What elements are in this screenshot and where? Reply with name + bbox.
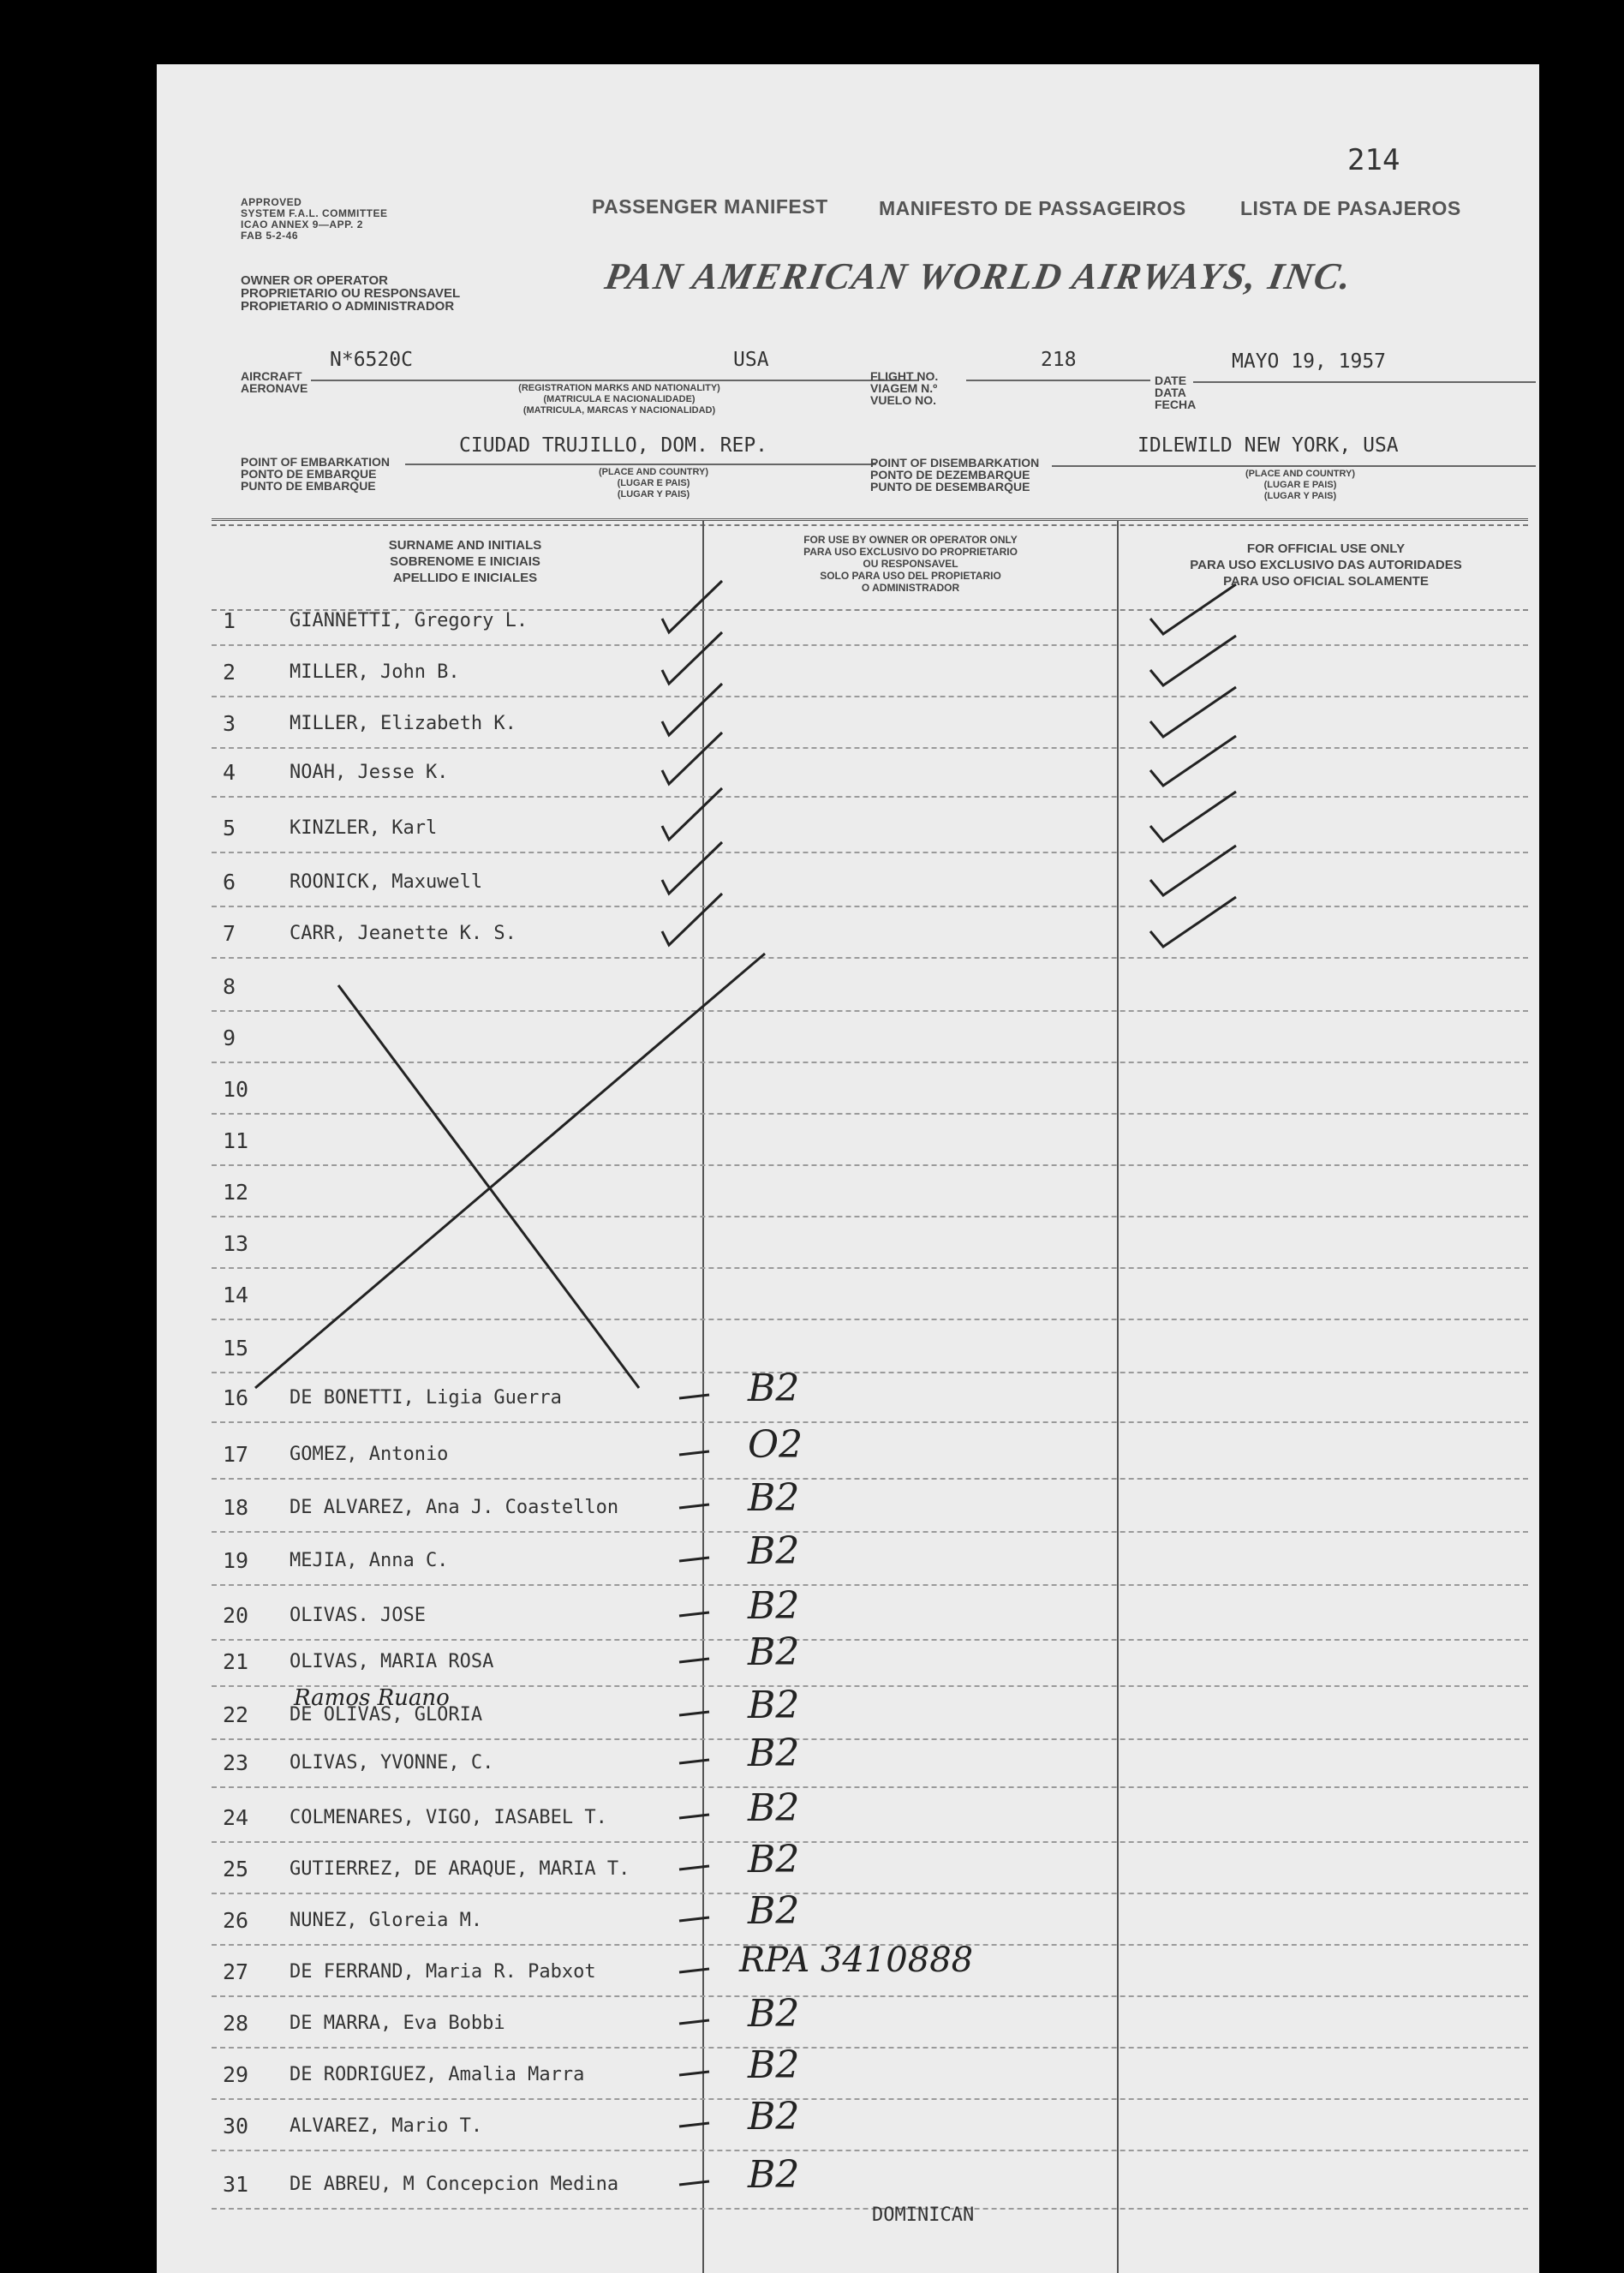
row-number: 23 (223, 1750, 249, 1775)
page-number: 214 (1347, 143, 1400, 177)
passenger-name: CARR, Jeanette K. S. (290, 923, 516, 944)
dash-mark (679, 1395, 709, 1398)
disembarkation-sublabel-line: (LUGAR E PAIS) (1263, 480, 1337, 490)
check-mark (1150, 846, 1236, 895)
embarkation-sublabel-line: (PLACE AND COUNTRY) (598, 467, 709, 477)
disembarkation-label-line: POINT OF DISEMBARKATION (870, 456, 1040, 470)
owner-label-line: OWNER OR OPERATOR (241, 273, 388, 288)
approval-line: ICAO ANNEX 9—APP. 2 (241, 218, 363, 230)
dash-mark (679, 2181, 709, 2185)
column-header-name-line: SURNAME AND INITIALS (388, 538, 542, 553)
row-number: 17 (223, 1442, 249, 1467)
dash-mark (679, 1558, 709, 1561)
checkmarks-operator-column (662, 581, 722, 945)
operator-note: B2 (748, 1584, 800, 1628)
operator-note: B2 (748, 1992, 800, 2036)
check-mark (662, 684, 722, 735)
embarkation-label-line: PUNTO DE EMBARQUE (241, 479, 376, 493)
passenger-name: DE OLIVAS, GLORIA (290, 1704, 483, 1726)
passenger-name: DE BONETTI, Ligia Guerra (290, 1387, 562, 1409)
dash-mark (679, 1659, 709, 1662)
handwriting-overlay (157, 64, 1539, 2273)
operator-note: B2 (748, 2153, 800, 2197)
row-number: 26 (223, 1908, 249, 1933)
row-number: 15 (223, 1336, 249, 1361)
passenger-name: GUTIERREZ, DE ARAQUE, MARIA T. (290, 1858, 630, 1880)
row-number: 19 (223, 1548, 249, 1573)
approval-line: SYSTEM F.A.L. COMMITTEE (241, 207, 388, 219)
aircraft-nationality: USA (733, 349, 769, 371)
dash-mark (679, 1969, 709, 1972)
column-header-official-line: PARA USO EXCLUSIVO DAS AUTORIDADES (1190, 558, 1462, 572)
row-number: 27 (223, 1959, 249, 1984)
passenger-name: GIANNETTI, Gregory L. (290, 610, 528, 631)
column-header-operator-line: OU RESPONSAVEL (863, 558, 958, 570)
passenger-name: ROONICK, Maxuwell (290, 871, 483, 893)
check-mark (1150, 584, 1236, 634)
flight-label-line: VIAGEM N.º (870, 381, 938, 395)
operator-note: B2 (748, 1786, 800, 1830)
embarkation-place: CIUDAD TRUJILLO, DOM. REP. (459, 434, 768, 457)
passenger-name: OLIVAS, YVONNE, C. (290, 1752, 494, 1774)
passenger-name: NOAH, Jesse K. (290, 762, 449, 783)
disembarkation-place: IDLEWILD NEW YORK, USA (1137, 434, 1399, 457)
approval-line: APPROVED (241, 196, 302, 208)
row-number: 20 (223, 1603, 249, 1628)
aircraft-sublabel-line: (MATRICULA, MARCAS Y NACIONALIDAD) (522, 405, 716, 416)
handwritten-insert: Ramos Ruano (294, 1685, 450, 1711)
aircraft-sublabel-line: (REGISTRATION MARKS AND NATIONALITY) (518, 383, 720, 393)
disembarkation-label-line: PUNTO DE DESEMBARQUE (870, 480, 1030, 493)
embarkation-sublabel-line: (LUGAR E PAIS) (617, 478, 690, 488)
check-mark (1150, 897, 1236, 947)
embarkation-label-line: PONTO DE EMBARQUE (241, 467, 377, 481)
check-mark (1150, 636, 1236, 685)
row-number: 28 (223, 2011, 249, 2036)
void-cross-stroke-2 (255, 954, 765, 1388)
row-number: 2 (223, 660, 236, 685)
passenger-name: GOMEZ, Antonio (290, 1444, 449, 1465)
operator-note: B2 (748, 1529, 800, 1573)
row-number: 22 (223, 1702, 249, 1727)
airline-name: PAN AMERICAN WORLD AIRWAYS, INC. (601, 255, 1357, 297)
row-number: 1 (223, 608, 236, 633)
dash-mark (679, 1451, 709, 1455)
passenger-name: MILLER, John B. (290, 661, 460, 683)
embarkation-label-line: POINT OF EMBARKATION (241, 455, 390, 469)
title-en: PASSENGER MANIFEST (592, 195, 828, 218)
passenger-name: DE RODRIGUEZ, Amalia Marra (290, 2064, 585, 2085)
operator-note: B2 (748, 2095, 800, 2138)
passenger-name: MEJIA, Anna C. (290, 1550, 449, 1571)
operator-note: B2 (748, 1838, 800, 1881)
check-mark (662, 842, 722, 894)
disembarkation-sublabel-line: (LUGAR Y PAIS) (1263, 491, 1337, 501)
passenger-name: DE MARRA, Eva Bobbi (290, 2013, 505, 2034)
column-header-name-line: APELLIDO E INICIALES (392, 571, 538, 585)
row-number: 14 (223, 1283, 249, 1307)
column-header-operator-line: SOLO PARA USO DEL PROPIETARIO (820, 570, 1001, 582)
row-number: 25 (223, 1857, 249, 1881)
operator-note: O2 (748, 1423, 803, 1467)
approval-line: FAB 5-2-46 (241, 230, 299, 242)
dash-mark (679, 2020, 709, 2024)
embarkation-sublabel-line: (LUGAR Y PAIS) (617, 489, 690, 499)
passenger-name: COLMENARES, VIGO, IASABEL T. (290, 1807, 607, 1828)
operator-note: B2 (748, 1367, 800, 1410)
row-number: 11 (223, 1128, 249, 1153)
operator-note: B2 (748, 1684, 800, 1727)
title-es: LISTA DE PASAJEROS (1240, 197, 1461, 219)
column-header-official-line: PARA USO OFICIAL SOLAMENTE (1223, 574, 1429, 589)
passenger-name: DE ABREU, M Concepcion Medina (290, 2174, 619, 2195)
check-mark (662, 894, 722, 945)
dash-mark (679, 2123, 709, 2126)
passenger-name: OLIVAS. JOSE (290, 1605, 426, 1626)
row-number: 8 (223, 974, 236, 999)
row-number: 5 (223, 816, 236, 840)
aircraft-registration: N*6520C (330, 349, 413, 371)
operator-note: B2 (748, 1476, 800, 1520)
operator-note: B2 (748, 1732, 800, 1775)
dash-mark (679, 1760, 709, 1763)
column-header-name-line: SOBRENOME E INICIAIS (390, 554, 540, 569)
owner-label-line: PROPIETARIO O ADMINISTRADOR (241, 299, 455, 314)
aircraft-label-line: AERONAVE (241, 381, 308, 395)
check-mark (1150, 736, 1236, 786)
check-mark (1150, 687, 1236, 737)
operator-note: B2 (748, 1889, 800, 1933)
dash-mark (679, 2072, 709, 2075)
title-pt: MANIFESTO DE PASSAGEIROS (879, 197, 1186, 219)
dash-mark (679, 1815, 709, 1818)
date-label-line: DATA (1155, 386, 1186, 399)
disembarkation-sublabel-line: (PLACE AND COUNTRY) (1245, 469, 1356, 479)
operator-note: B2 (748, 2043, 800, 2087)
dash-marks (679, 1395, 709, 2185)
date-label-line: DATE (1155, 374, 1187, 387)
row-number: 7 (223, 921, 236, 946)
check-mark (662, 581, 722, 632)
row-number: 31 (223, 2172, 249, 2197)
row-number: 16 (223, 1385, 249, 1410)
row-number: 4 (223, 760, 236, 785)
dash-mark (679, 1917, 709, 1921)
manifest-page (157, 64, 1539, 2273)
row-number: 13 (223, 1231, 249, 1256)
dash-mark (679, 1866, 709, 1869)
row-number: 24 (223, 1805, 249, 1830)
column-header-operator-line: O ADMINISTRADOR (861, 582, 960, 594)
passenger-name: DE ALVAREZ, Ana J. Coastellon (290, 1497, 619, 1518)
dash-mark (679, 1504, 709, 1508)
column-header-official-line: FOR OFFICIAL USE ONLY (1246, 541, 1406, 556)
aircraft-label-line: AIRCRAFT (241, 369, 302, 383)
row-number: 3 (223, 711, 236, 736)
flight-number: 218 (1041, 349, 1077, 371)
row-number: 9 (223, 1026, 236, 1050)
passenger-name: OLIVAS, MARIA ROSA (290, 1651, 494, 1672)
owner-label-line: PROPRIETARIO OU RESPONSAVEL (241, 286, 461, 301)
void-cross-stroke-1 (338, 985, 639, 1388)
row-number: 6 (223, 870, 236, 894)
passenger-name: MILLER, Elizabeth K. (290, 713, 516, 734)
row-number: 12 (223, 1180, 249, 1205)
column-header-operator-line: FOR USE BY OWNER OR OPERATOR ONLY (803, 534, 1018, 546)
passenger-name: KINZLER, Karl (290, 817, 438, 839)
row-number: 18 (223, 1495, 249, 1520)
row-number: 10 (223, 1077, 249, 1102)
flight-label-line: VUELO NO. (870, 393, 937, 407)
footer-note: DOMINICAN (872, 2204, 975, 2226)
date-label-line: FECHA (1155, 398, 1197, 411)
disembarkation-label-line: PONTO DE DEZEMBARQUE (870, 468, 1030, 482)
flight-label-line: FLIGHT NO. (870, 369, 939, 383)
check-mark (1150, 792, 1236, 841)
operator-note: RPA 3410888 (739, 1941, 974, 1980)
row-number: 30 (223, 2114, 249, 2138)
flight-date: MAYO 19, 1957 (1232, 350, 1387, 373)
passenger-name: DE FERRAND, Maria R. Pabxot (290, 1961, 596, 1983)
aircraft-sublabel-line: (MATRICULA E NACIONALIDADE) (543, 394, 696, 404)
checkmarks-official-column (1150, 584, 1236, 947)
passenger-name: NUNEZ, Gloreia M. (290, 1910, 483, 1931)
dash-mark (679, 1712, 709, 1715)
row-number: 21 (223, 1649, 249, 1674)
passenger-name: ALVAREZ, Mario T. (290, 2115, 483, 2137)
check-mark (662, 733, 722, 784)
operator-note: B2 (748, 1630, 800, 1674)
check-mark (662, 632, 722, 684)
column-header-operator-line: PARA USO EXCLUSIVO DO PROPRIETARIO (803, 546, 1018, 558)
row-number: 29 (223, 2062, 249, 2087)
check-mark (662, 788, 722, 840)
dash-mark (679, 1612, 709, 1616)
